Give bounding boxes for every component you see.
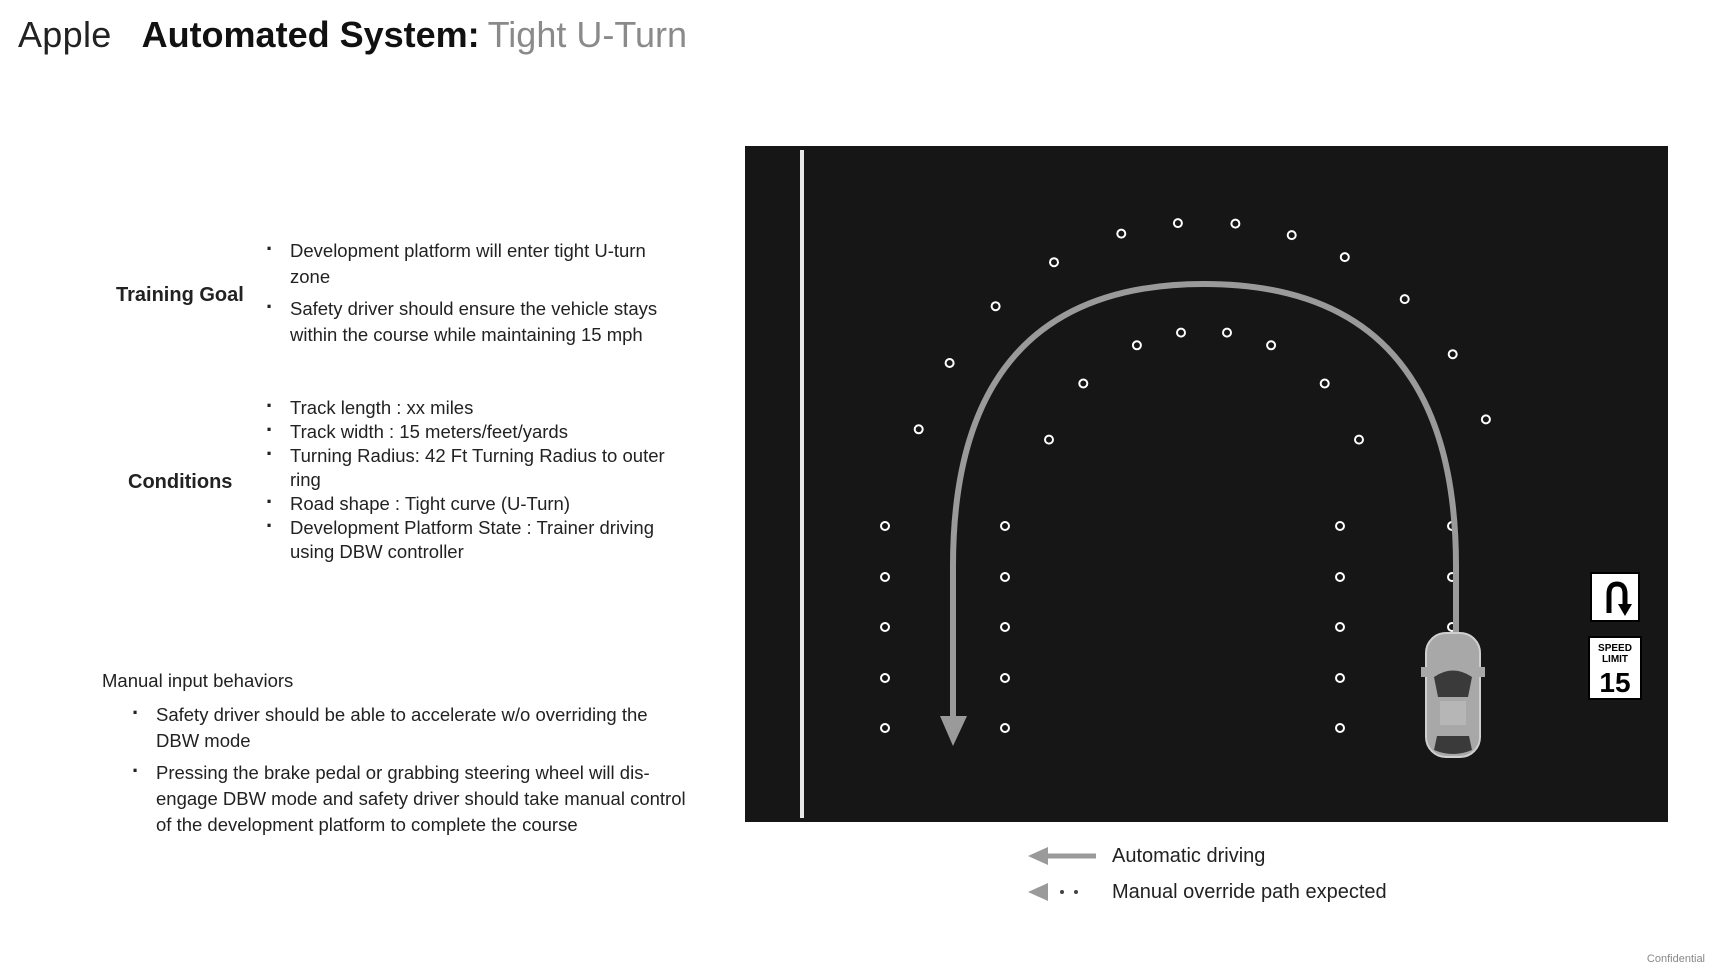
- manual-input-item: · Safety driver should be able to accelerate w/o overriding the DBW mode: [130, 702, 690, 754]
- track-background: [745, 146, 1668, 822]
- car-icon: [1421, 633, 1485, 757]
- page-subtitle: Tight U-Turn: [487, 14, 688, 55]
- condition-item: · Turning Radius: 42 Ft Turning Radius to outer ring: [264, 444, 694, 492]
- training-goal-item: · Safety driver should ensure the vehicle stays within the course while maintaining 15 mph: [264, 296, 684, 348]
- brand-name: Apple: [18, 14, 112, 55]
- manual-input-item: · Pressing the brake pedal or grabbing steering wheel will dis-engage DBW mode and safety driver should take manual control of the development platform to complete the course: [130, 760, 690, 838]
- dotted-arrow-icon: [1028, 882, 1098, 902]
- page-title: Automated System:: [141, 14, 480, 55]
- u-turn-sign: [1591, 573, 1639, 621]
- u-turn-track-diagram: [745, 146, 1668, 822]
- conditions-label: Conditions: [128, 471, 233, 493]
- training-goal-list: [264, 238, 684, 354]
- manual-input-list: [130, 702, 690, 844]
- condition-item: · Development Platform State : Trainer driving using DBW controller: [264, 516, 694, 564]
- lane-boundary-line: [800, 150, 804, 818]
- training-goal-label: Training Goal: [116, 284, 244, 306]
- speed-limit-value: 15: [1599, 667, 1631, 698]
- condition-item: · Track width : 15 meters/feet/yards: [264, 420, 694, 444]
- legend-automatic-label: Automatic driving: [1112, 844, 1266, 867]
- manual-input-title: Manual input behaviors: [102, 670, 294, 691]
- legend-manual-label: Manual override path expected: [1112, 880, 1387, 903]
- speed-limit-line2: LIMIT: [1601, 654, 1629, 665]
- condition-item: · Road shape : Tight curve (U-Turn): [264, 492, 694, 516]
- speed-limit-line1: SPEED: [1598, 643, 1632, 654]
- training-goal-item: · Development platform will enter tight U-turn zone: [264, 238, 684, 290]
- solid-arrow-icon: [1028, 846, 1098, 866]
- page-header: [18, 14, 687, 56]
- confidential-footnote: Confidential: [1646, 953, 1705, 965]
- legend-automatic: [1028, 840, 1265, 872]
- condition-item: · Track length : xx miles: [264, 396, 694, 420]
- legend-manual: [1028, 876, 1387, 908]
- conditions-list: [264, 396, 694, 564]
- speed-limit-sign: [1589, 637, 1641, 699]
